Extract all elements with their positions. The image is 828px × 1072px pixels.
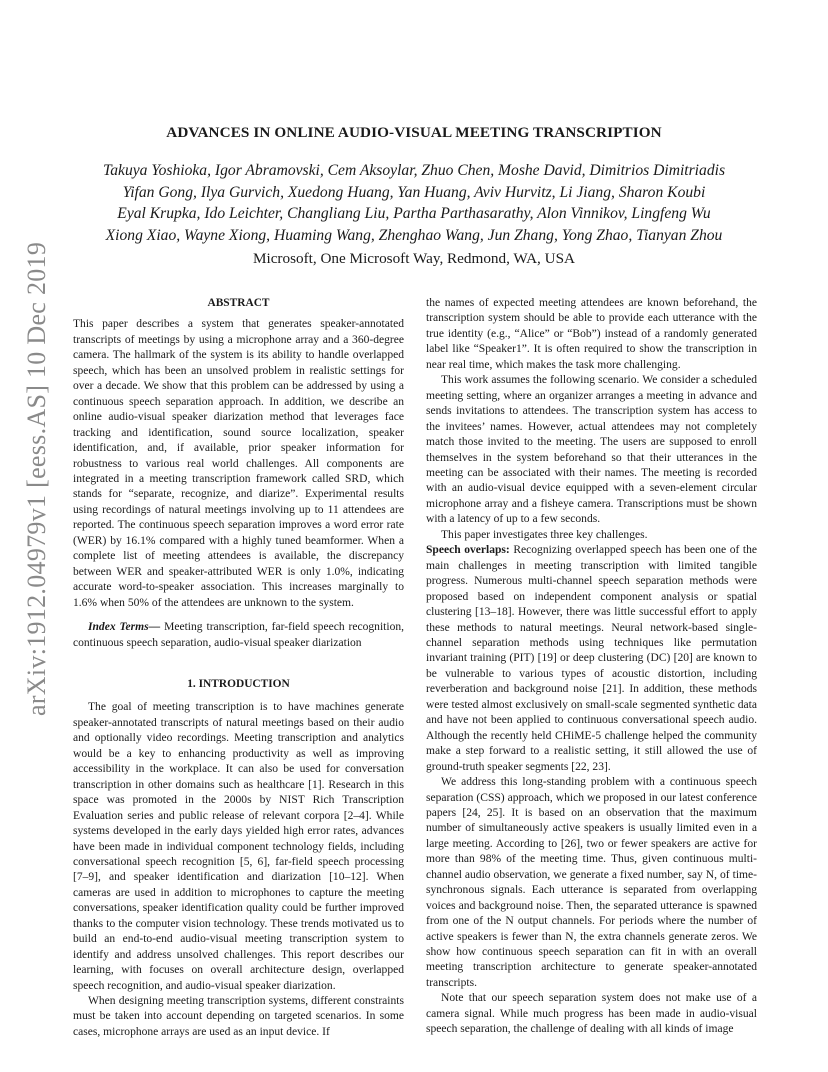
intro-paragraph-3: This work assumes the following scenario. We consider a scheduled meeting setting, where an organizer arranges a meeting in advance and sends invitations to attendees. The transcription system has access to the invitees’ names. However, actual attendees may not completely match those invited to the meeting. The users are supposed to enroll themselves in the system beforehand so that their utterances in the meeting can be associated with their names. The meeting is recorded with an audio-visual device equipped with a seven-element circular microphone array and a fisheye camera. Transcriptions must be shown with a latency of up to a few seconds. (426, 374, 757, 526)
index-terms-label: Index Terms— (88, 621, 161, 634)
arxiv-stamp: arXiv:1912.04979v1 [eess.AS] 10 Dec 2019 (22, 241, 51, 716)
author-line: Eyal Krupka, Ido Leichter, Changliang Liu, Partha Parthasarathy, Alon Vinnikov, Lingfeng Wu (117, 205, 711, 223)
author-line: Xiong Xiao, Wayne Xiong, Huaming Wang, Zhenghao Wang, Jun Zhang, Yong Zhao, Tianyan Zhou (105, 226, 723, 244)
left-column (73, 296, 404, 1040)
intro-paragraph-2: When designing meeting transcription systems, different constraints must be taken into account depending on targeted scenarios. In some cases, microphone arrays are used as an input device. If (73, 995, 404, 1038)
intro-paragraph-2-cont: the names of expected meeting attendees are known beforehand, the transcription system should be able to provide each utterance with the true identity (e.g., “Alice” or “Bob”) instead of a randomly generated label like “Speaker1”. It is often required to show the transcription in near real time, which makes the task more challenging. (426, 297, 757, 371)
intro-paragraph-css: We address this long-standing problem with a continuous speech separation (CSS) approach, which we proposed in our latest conference papers [24, 25]. It is based on an observation that the maximum number of simultaneously active speakers is usually limited even in a large meeting. According to [26], two or fewer speakers are active for more than 98% of the meeting time. Thus, given continuous multi-channel audio observation, we generate a fixed number, say N, of time-synchronous signals. Each utterance is separated from overlapping voices and background noise. Then, the separated utterance is spawned from one of the N output channels. For periods where the number of active speakers is fewer than N, the extra channels generate zeros. We show how continuous speech separation can fit in with an overall meeting transcription architecture to generate speaker-annotated transcripts. (426, 776, 757, 989)
intro-paragraph-4: This paper investigates three key challenges. (441, 528, 648, 541)
abstract-heading: ABSTRACT (207, 297, 270, 309)
index-terms-text: Meeting transcription, far-field speech recognition, continuous speech separation, audio-visual speaker diarization (73, 621, 405, 649)
right-column (426, 296, 757, 1038)
speech-overlaps-text: Recognizing overlapped speech has been one of the main challenges in meeting transcription with limited tangible progress. Numerous multi-channel speech separation methods were proposed based on independent component analysis or spatial clustering [13–18]. However, there was little successful effort to apply these methods to natural meetings. Neural network-based single-channel separation methods using techniques like permutation invariant training (PIT) [19] or deep clustering (DC) [20] are known to be vulnerable to various types of acoustic distortion, including reverberation and background noise [21]. In addition, these methods were tested almost exclusively on small-scale segmented synthetic data and have not been applied to continuous conversational speech audio. Although the recently held CHiME-5 challenge helped the community make a step forward to a realistic setting, it still allowed the use of ground-truth speaker segments [22, 23]. (426, 544, 757, 773)
paper-title: ADVANCES IN ONLINE AUDIO-VISUAL MEETING TRANSCRIPTION (166, 124, 662, 141)
intro-paragraph-speech-overlaps (426, 543, 757, 775)
speech-overlaps-heading: Speech overlaps: (426, 544, 510, 557)
author-line: Takuya Yoshioka, Igor Abramovski, Cem Aksoylar, Zhuo Chen, Moshe David, Dimitrios Dimitriadis (102, 162, 726, 179)
abstract-text: This paper describes a system that generates speaker-annotated transcripts of meetings by using a microphone array and a 360-degree camera. The hallmark of the system is its ability to handle overlapped speech, which has been an unsolved problem in realistic settings for over a decade. We show that this problem can be addressed by using a continuous speech separation approach. In addition, we describe an online audio-visual speaker diarization method that leverages face tracking and identification, sound source localization, speaker identification, and, if available, prior speaker information for robustness to various real world challenges. All components are integrated in a meeting transcription framework called SRD, which stands for “separate, recognize, and diarize”. Experimental results using recordings of natural meetings involving up to 11 attendees are reported. The continuous speech separation improves a word error rate (WER) by 16.1% compared with a highly tuned beamformer. When a complete list of meeting attendees is available, the discrepancy between WER and speaker-attributed WER is only 1.0%, indicating accurate word-to-speaker association. This increases marginally to 1.6% when 50% of the attendees are unknown to the system. (73, 318, 404, 609)
intro-paragraph-camera: Note that our speech separation system does not make use of a camera signal. While much progress has been made in audio-visual speech separation, the challenge of dealing with all kinds of image (426, 992, 757, 1036)
introduction-heading: 1. INTRODUCTION (187, 677, 290, 690)
author-list (0, 160, 828, 246)
author-line: Yifan Gong, Ilya Gurvich, Xuedong Huang, Yan Huang, Aviv Hurvitz, Li Jiang, Sharon Koubi (122, 183, 706, 201)
intro-paragraph-1: The goal of meeting transcription is to have machines generate speaker-annotated transcripts of natural meetings based on their audio and optionally video recordings. Meeting transcription and analytics would be a key to enhancing productivity as well as improving accessibility in the workplace. It can also be used for conversation transcription in other domains such as healthcare [1]. Research in this space was promoted in the 2000s by NIST Rich Transcription Evaluation series and public release of relevant corpora [2–4]. While systems developed in the early days yielded high error rates, advances have been made in individual component technology fields, including conversational speech recognition [5, 6], far-field speech processing [7–9], and speaker identification and diarization [10–12]. When cameras are used in addition to microphones to capture the meeting conversations, speaker identification quality could be further improved thanks to the computer vision technology. These trends motivated us to build an end-to-end audio-visual meeting transcription system to identify and address unsolved challenges. This report describes our learning, with focuses on overall architecture design, overlapped speech recognition, and audio-visual speaker diarization. (73, 701, 404, 992)
affiliation: Microsoft, One Microsoft Way, Redmond, WA, USA (252, 250, 576, 267)
index-terms (73, 620, 404, 651)
